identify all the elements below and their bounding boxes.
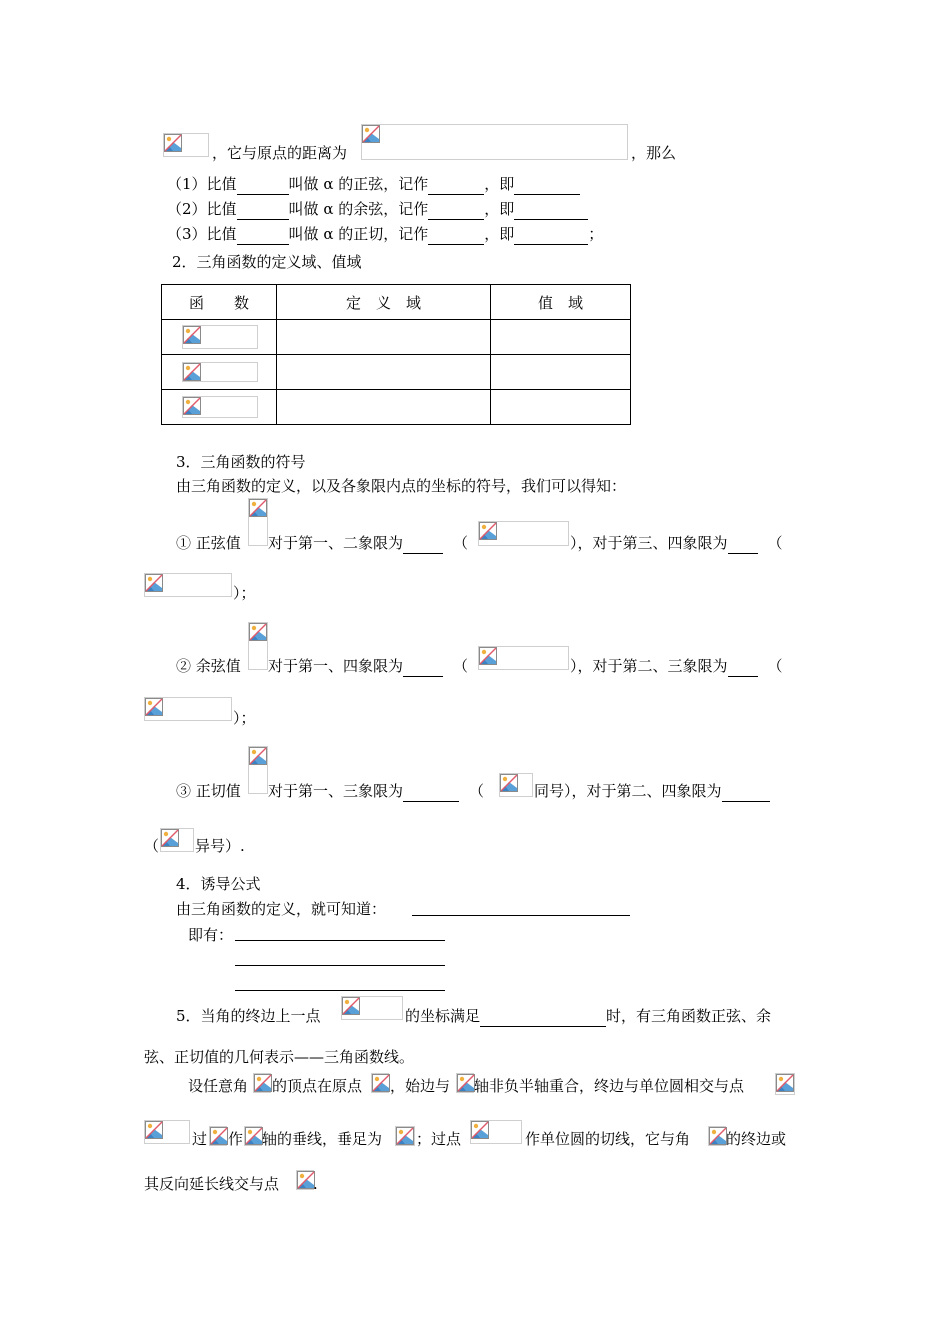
- section-5-text: 弦、正切值的几何表示——三角函数线。: [144, 1048, 415, 1066]
- formula-image: [144, 1120, 190, 1144]
- formula-image: [253, 1073, 271, 1093]
- section-3-intro: 由三角函数的定义，以及各象限内点的坐标的符号，我们可以得知：: [176, 477, 627, 495]
- tangent-sign-text: 同号），对于第二、四象限为: [534, 781, 770, 802]
- formula-image: [296, 1170, 314, 1190]
- broken-image-icon: [254, 1074, 272, 1092]
- section-5-text: 轴的垂线，垂足为: [262, 1130, 383, 1148]
- blank-line: [235, 990, 445, 991]
- section-4-line: 由三角函数的定义，就可知道：: [176, 900, 387, 918]
- broken-image-icon: [709, 1127, 727, 1145]
- section-4-title: 4．诱导公式: [176, 875, 261, 893]
- broken-image-icon: [245, 1127, 263, 1145]
- intro-text: ，它与原点的距离为: [212, 144, 348, 162]
- tangent-sign-text: 对于第一、三象限为 （: [268, 782, 485, 800]
- formula-image: [341, 996, 403, 1020]
- broken-image-icon: [457, 1074, 475, 1092]
- broken-image-icon: [776, 1074, 794, 1092]
- broken-image-icon: [249, 747, 267, 765]
- broken-image-icon: [249, 499, 267, 517]
- broken-image-icon: [372, 1074, 390, 1092]
- sine-sign-text: ）；: [233, 584, 256, 602]
- table-header-range: 值 域: [491, 285, 631, 320]
- section-5-text: 5．当角的终边上一点: [176, 1007, 321, 1025]
- domain-range-table: [161, 284, 631, 425]
- cosine-sign-text: ），对于第二、三象限为 （: [570, 657, 783, 675]
- sine-sign-text: 对于第一、二象限为 （: [268, 534, 469, 552]
- formula-image: [708, 1126, 726, 1146]
- function-image: [182, 396, 258, 418]
- broken-image-icon: [342, 997, 360, 1015]
- broken-image-icon: [145, 1121, 163, 1139]
- formula-image: [470, 1120, 522, 1144]
- section-5-text: 其反向延长线交与点: [144, 1175, 280, 1193]
- formula-image: [456, 1073, 474, 1093]
- table-row: [162, 355, 631, 390]
- formula-image: [371, 1073, 389, 1093]
- section-5-text: 作: [228, 1130, 244, 1148]
- formula-image: [499, 773, 533, 797]
- formula-image: [478, 646, 569, 670]
- formula-image: [478, 521, 569, 546]
- broken-image-icon: [249, 623, 267, 641]
- section-2-title: 2．三角函数的定义域、值域: [172, 253, 362, 271]
- section-5-text: 的顶点在原点: [272, 1077, 363, 1095]
- sine-sign-text: ① 正弦值: [176, 534, 241, 552]
- cosine-sign-text: ）；: [233, 709, 256, 727]
- broken-image-icon: [145, 574, 163, 592]
- section-5-text: ，始边与: [390, 1077, 451, 1095]
- formula-image: [775, 1073, 795, 1095]
- broken-image-icon: [164, 134, 182, 152]
- broken-image-icon: [183, 326, 201, 344]
- section-4-line: 即有：: [188, 926, 234, 944]
- blank-line: [412, 915, 630, 916]
- broken-image-icon: [145, 698, 163, 716]
- table-header-domain: 定 义 域: [277, 285, 491, 320]
- intro-end: ，那么: [631, 144, 677, 162]
- formula-image: [395, 1126, 415, 1146]
- formula-image: [244, 1126, 262, 1146]
- broken-image-icon: [183, 363, 201, 381]
- def-line-1: （1）比值 叫做 α 的正弦，记作 ，即: [167, 174, 580, 195]
- table-row: [162, 320, 631, 355]
- broken-image-icon: [479, 647, 497, 665]
- broken-image-icon: [161, 829, 179, 847]
- broken-image-icon: [479, 522, 497, 540]
- broken-image-icon: [471, 1121, 489, 1139]
- blank-line: [235, 940, 445, 941]
- broken-image-icon: [183, 397, 201, 415]
- sine-sign-text: ），对于第三、四象限为 （: [570, 534, 783, 552]
- section-5-text: 的坐标满足 时，有三角函数正弦、余: [405, 1007, 772, 1025]
- blank-line: [235, 965, 445, 966]
- broken-image-icon: [210, 1127, 228, 1145]
- function-image: [182, 362, 258, 382]
- section-5-text: 过: [192, 1130, 208, 1148]
- tangent-sign-text: ③ 正切值: [176, 782, 241, 800]
- formula-image: [248, 746, 268, 794]
- cosine-sign-text: 对于第一、四象限为 （: [268, 657, 469, 675]
- section-5-text: 轴非负半轴重合，终边与单位圆相交与点: [474, 1077, 745, 1095]
- def-line-2: （2）比值 叫做 α 的余弦，记作 ，即: [167, 199, 588, 220]
- section-5-text: 作单位圆的切线，它与角: [525, 1130, 691, 1148]
- tangent-sign-text: （: [144, 837, 160, 855]
- function-image: [182, 325, 258, 349]
- section-3-title: 3．三角函数的符号: [176, 453, 306, 471]
- broken-image-icon: [500, 774, 518, 792]
- formula-image: [361, 124, 628, 160]
- cosine-sign-text: ② 余弦值: [176, 657, 241, 675]
- tangent-sign-text: 异号）.: [195, 837, 245, 855]
- formula-image: [144, 697, 232, 721]
- formula-image: [248, 622, 268, 670]
- section-5-text: 设任意角: [188, 1077, 249, 1095]
- section-5-text: ；过点: [416, 1130, 462, 1148]
- formula-image: [144, 573, 232, 597]
- broken-image-icon: [362, 125, 380, 143]
- formula-image: [209, 1126, 227, 1146]
- section-5-text: 的终边或: [726, 1130, 787, 1148]
- table-header-function: 函 数: [162, 285, 277, 320]
- def-line-3: （3）比值 叫做 α 的正切，记作 ，即 ；: [167, 225, 604, 243]
- broken-image-icon: [396, 1127, 414, 1145]
- formula-image: [160, 828, 194, 852]
- formula-image: [163, 133, 209, 157]
- table-row: [162, 390, 631, 425]
- formula-image: [248, 498, 268, 546]
- section-5-text: .: [313, 1175, 318, 1193]
